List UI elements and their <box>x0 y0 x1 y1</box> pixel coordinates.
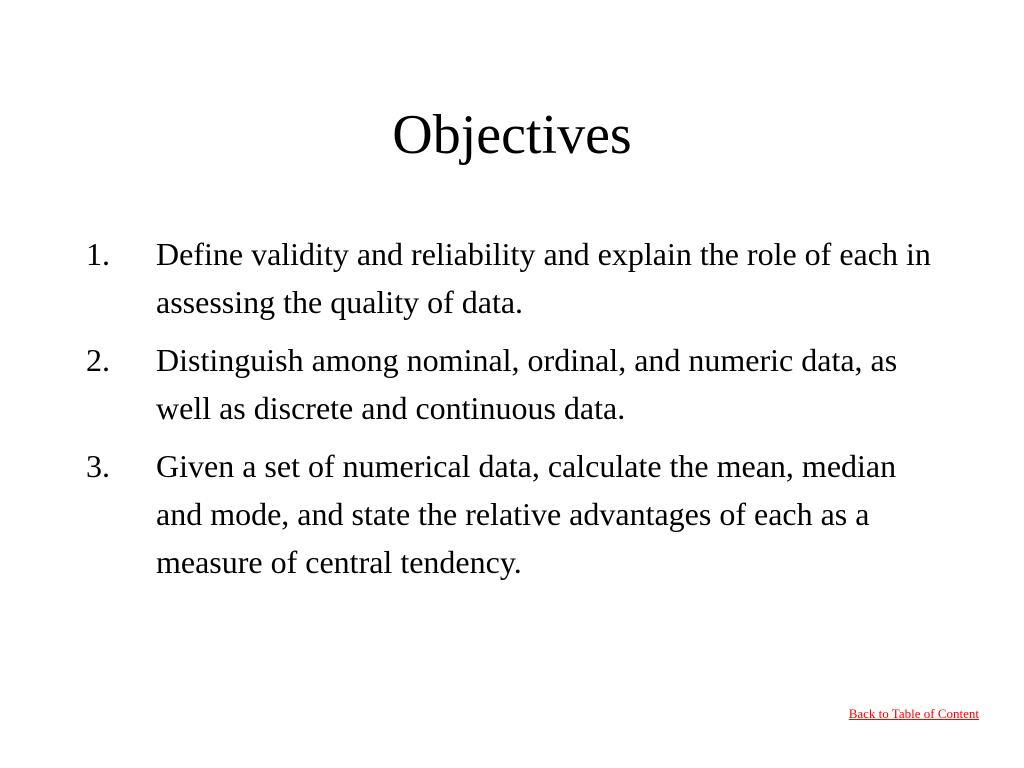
objective-text: Given a set of numerical data, calculate the mean, median and mode, and state the relative advantages of each as a measure of central tendency. <box>156 448 897 580</box>
objective-number: 1. <box>86 236 110 272</box>
objective-number: 3. <box>86 448 110 484</box>
objective-item-2 <box>86 336 946 432</box>
objective-item-1 <box>86 230 946 326</box>
objective-text: Define validity and reliability and explain the role of each in assessing the quality of data. <box>156 236 931 320</box>
objective-number: 2. <box>86 342 110 378</box>
objective-item-3 <box>86 442 946 586</box>
back-to-table-of-content-link[interactable]: Back to Table of Content <box>848 706 979 721</box>
slide-title: Objectives <box>392 104 632 166</box>
objectives-list <box>86 230 946 596</box>
objective-text: Distinguish among nominal, ordinal, and numeric data, as well as discrete and continuous data. <box>156 342 898 426</box>
